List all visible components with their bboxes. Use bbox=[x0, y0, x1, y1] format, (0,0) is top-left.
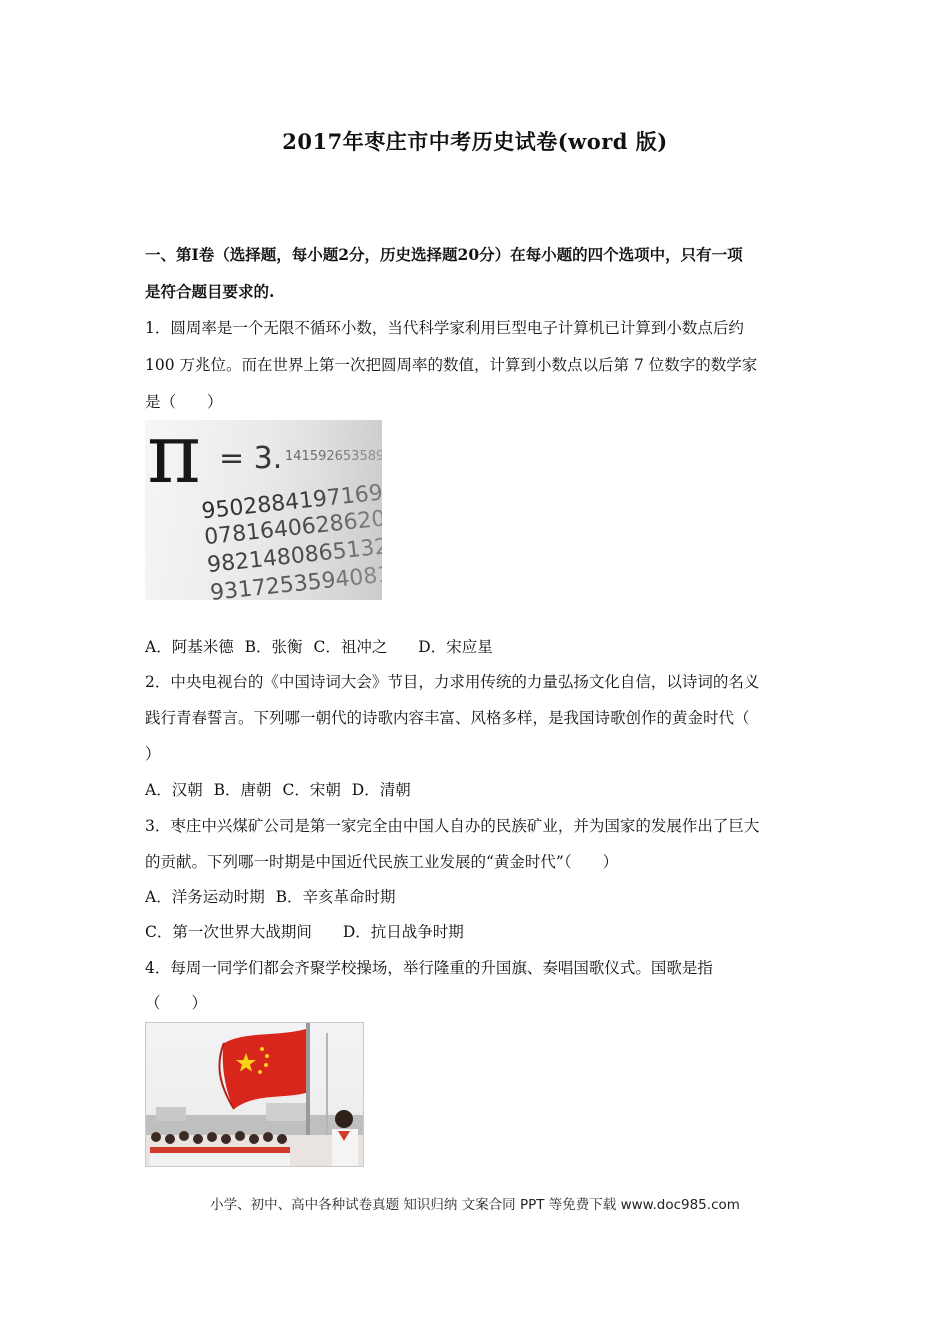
question-3-line-2: 的贡献。下列哪一时期是中国近代民族工业发展的“黄金时代”（ ） bbox=[145, 853, 619, 871]
question-1-line-2: 100 万兆位。而在世界上第一次把圆周率的数值，计算到小数点以后第 7 位数字的数学家 bbox=[145, 356, 758, 374]
question-3-options-row-1 bbox=[145, 886, 810, 908]
q3-option-d[interactable]: D．抗日战争时期 bbox=[342, 923, 464, 941]
q2-option-b[interactable]: B．唐朝 bbox=[213, 781, 272, 799]
question-3-line-1: 3．枣庄中兴煤矿公司是第一家完全由中国人自办的民族矿业，并为国家的发展作出了巨大 bbox=[145, 817, 760, 835]
section-heading-line-1: 一、第Ⅰ卷（选择题，每小题2分，历史选择题20分）在每小题的四个选项中，只有一项 bbox=[145, 245, 743, 264]
q2-option-d[interactable]: D．清朝 bbox=[351, 781, 411, 799]
q2-option-c[interactable]: C．宋朝 bbox=[282, 781, 341, 799]
q3-option-a[interactable]: A．洋务运动时期 bbox=[145, 888, 265, 906]
chinese-flag-icon bbox=[146, 1023, 363, 1166]
page-footer: 小学、初中、高中各种试卷真题 知识归纳 文案合同 PPT 等免费下载 www.doc985.com bbox=[210, 1197, 740, 1213]
question-2-line-2: 践行青春誓言。下列哪一朝代的诗歌内容丰富、风格多样，是我国诗歌创作的黄金时代（ bbox=[145, 709, 750, 727]
section-heading-line-2: 是符合题目要求的. bbox=[145, 282, 275, 301]
q3-option-b[interactable]: B．辛亥革命时期 bbox=[275, 888, 396, 906]
question-1-line-3: 是（ ） bbox=[145, 393, 223, 411]
q1-option-d[interactable]: D．宋应星 bbox=[418, 638, 493, 656]
q2-option-a[interactable]: A．汉朝 bbox=[145, 781, 203, 799]
question-4-line-1: 4．每周一同学们都会齐聚学校操场，举行隆重的升国旗、奏唱国歌仪式。国歌是指 bbox=[145, 959, 713, 977]
question-2-line-1: 2．中央电视台的《中国诗词大会》节目，力求用传统的力量弘扬文化自信，以诗词的名义 bbox=[145, 673, 760, 691]
question-1-line-1: 1．圆周率是一个无限不循环小数，当代科学家利用巨型电子计算机已计算到小数点后约 bbox=[145, 319, 744, 337]
pi-digits-image bbox=[145, 420, 382, 600]
question-1-options bbox=[145, 636, 810, 658]
q3-option-c[interactable]: C．第一次世界大战期间 bbox=[145, 923, 312, 941]
question-2-options bbox=[145, 779, 810, 801]
question-4-line-2: （ ） bbox=[145, 994, 208, 1012]
question-3-options-row-2 bbox=[145, 921, 810, 943]
q1-option-b[interactable]: B．张衡 bbox=[244, 638, 303, 656]
question-2-line-3: ） bbox=[145, 745, 161, 763]
q1-option-c[interactable]: C．祖冲之 bbox=[313, 638, 388, 656]
q1-option-a[interactable]: A．阿基米德 bbox=[145, 638, 234, 656]
page-title: 2017年枣庄市中考历史试卷(word 版) bbox=[282, 129, 668, 154]
flag-raising-image bbox=[145, 1022, 364, 1167]
